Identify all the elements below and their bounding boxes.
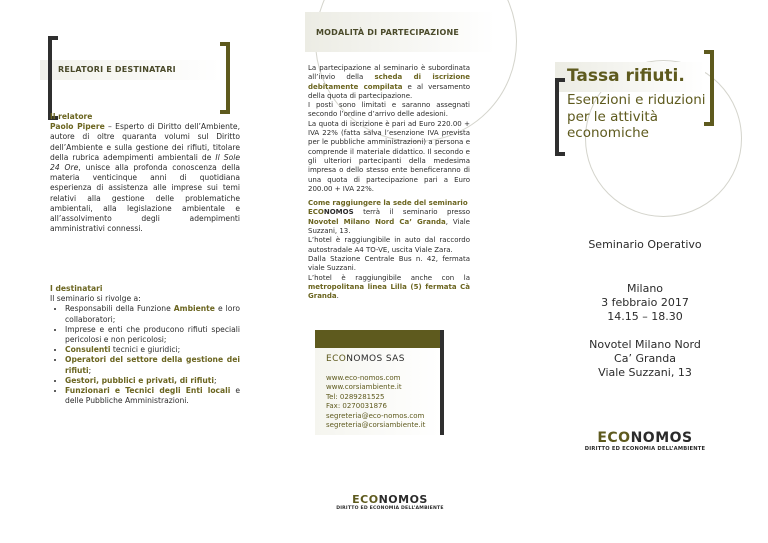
email-link[interactable]: segreteria@eco-nomos.com — [326, 411, 425, 420]
venue-title: Come raggiungere la sede del seminario — [308, 199, 468, 208]
speaker-bio-italic: Il Sole 24 Ore — [50, 152, 240, 173]
paragraph: La quota di iscrizione è pari ad Euro 220.00 + IVA 22% (fatta salva l’esenzione IVA prevista per le pubbliche amministrazioni) a persona e comprende il materiale didattico. Il secondo e gli ulteriori partecipanti della medesima impresa o dello stesso ente beneficeranno di una quota di partecipazione pari a Euro 200.00 + IVA 22%. — [308, 119, 470, 193]
column-participation — [300, 0, 480, 543]
paragraph: I posti sono limitati e saranno assegnati secondo l’ordine d’arrivo delle adesioni. — [308, 101, 470, 119]
list-item: • Operatori del settore della gestione dei rifiuti; — [65, 355, 240, 375]
event-type: Seminario Operativo — [588, 238, 702, 251]
list-item: • Imprese e enti che producono rifiuti speciali pericolosi e non pericolosi; — [65, 325, 240, 345]
phone: Tel: 0289281525 — [326, 392, 385, 401]
recipients-intro: Il seminario si rivolge a: — [50, 294, 141, 304]
contact-box-bar-olive — [315, 330, 440, 348]
paragraph: L’hotel è raggiungibile in auto dal raccordo autostradale A4 TO-VE, uscita Viale Zara. — [308, 236, 470, 254]
paragraph: L’hotel è raggiungibile anche con la metropolitana linea Lilla (5) fermata Cà Granda. — [308, 273, 470, 301]
website-link[interactable]: www.corsiambiente.it — [326, 383, 402, 392]
recipients-block — [50, 284, 240, 406]
speaker-bio-part: – Esperto di Diritto dell’Ambiente, autore di oltre quaranta volumi sul Diritto dell’Ambiente e sulla gestione dei rifiuti, titolare della rubrica adempimenti ambientali de — [50, 122, 240, 162]
speaker-name: Paolo Pipere — [50, 122, 105, 132]
list-item: • Gestori, pubblici e privati, di rifiuti; — [65, 376, 240, 386]
section-heading: MODALITÀ DI PARTECIPAZIONE — [316, 28, 460, 37]
logo: ECONOMOS DIRITTO ED ECONOMIA DELL’AMBIENTE — [330, 493, 450, 511]
column-recipients — [40, 30, 255, 510]
cover-subtitle: Esenzioni e riduzioni per le attività economiche — [567, 92, 706, 141]
logo-subtitle: DIRITTO ED ECONOMIA DELL’AMBIENTE — [336, 506, 444, 511]
contact-lines — [326, 374, 425, 430]
recipients-title: I destinatari — [50, 284, 103, 293]
contact-box — [315, 330, 460, 435]
participation-text — [308, 64, 470, 301]
logo: ECONOMOS DIRITTO ED ECONOMIA DELL’AMBIENTE — [565, 430, 725, 452]
list-item: • Funzionari e Tecnici degli Enti locali e delle Pubbliche Amministrazioni. — [65, 386, 240, 406]
event-city: Milano — [626, 282, 664, 295]
paragraph: La partecipazione al seminario è subordinata all’invio della scheda di iscrizione debitamente compilata e al versamento della quota di partecipazione. — [308, 64, 470, 100]
speaker-block — [50, 112, 240, 234]
event-venue: Ca’ Granda — [614, 352, 676, 365]
event-address: Viale Suzzani, 13 — [598, 366, 692, 379]
paragraph: Dalla Stazione Centrale Bus n. 42, fermata viale Suzzani. — [308, 254, 470, 273]
cover-title: Tassa rifiuti. — [567, 66, 685, 86]
list-item: • Consulenti tecnici e giuridici; — [65, 345, 240, 355]
contact-box-side — [440, 330, 444, 435]
recipients-list — [50, 304, 240, 406]
fax: Fax: 0270031876 — [326, 402, 387, 411]
list-item: • Responsabili della Funzione Ambiente e loro collaboratori; — [65, 304, 240, 324]
bracket-right — [220, 42, 230, 114]
bracket-left — [48, 36, 58, 120]
event-details — [545, 282, 745, 380]
section-heading: RELATORI E DESTINATARI — [58, 65, 176, 74]
event-date: 3 febbraio 2017 — [601, 296, 689, 309]
column-cover — [545, 40, 745, 520]
event-venue: Novotel Milano Nord — [589, 338, 701, 351]
logo-subtitle: DIRITTO ED ECONOMIA DELL’AMBIENTE — [584, 446, 706, 452]
speaker-bio — [50, 122, 240, 234]
company-name: ECONOMOS SAS — [326, 354, 405, 364]
speaker-title: Il relatore — [50, 112, 93, 121]
website-link[interactable]: www.eco-nomos.com — [326, 374, 401, 382]
email-link[interactable]: segreteria@corsiambiente.it — [326, 421, 426, 430]
bracket-left — [555, 78, 565, 156]
speaker-bio-part: , unisce alla profonda conoscenza della materia venticinque anni di quotidiana esperienza di assistenza alle imprese sui temi relativi alla gestione delle problematiche ambientali, alla legislazione ambientale e all’assolvimento degli adempimenti amministrativi connessi. — [50, 163, 240, 234]
event-time: 14.15 – 18.30 — [607, 310, 683, 323]
paragraph: ECONOMOS terrà il seminario presso Novotel Milano Nord Ca’ Granda, Viale Suzzani, 13. — [308, 208, 470, 236]
